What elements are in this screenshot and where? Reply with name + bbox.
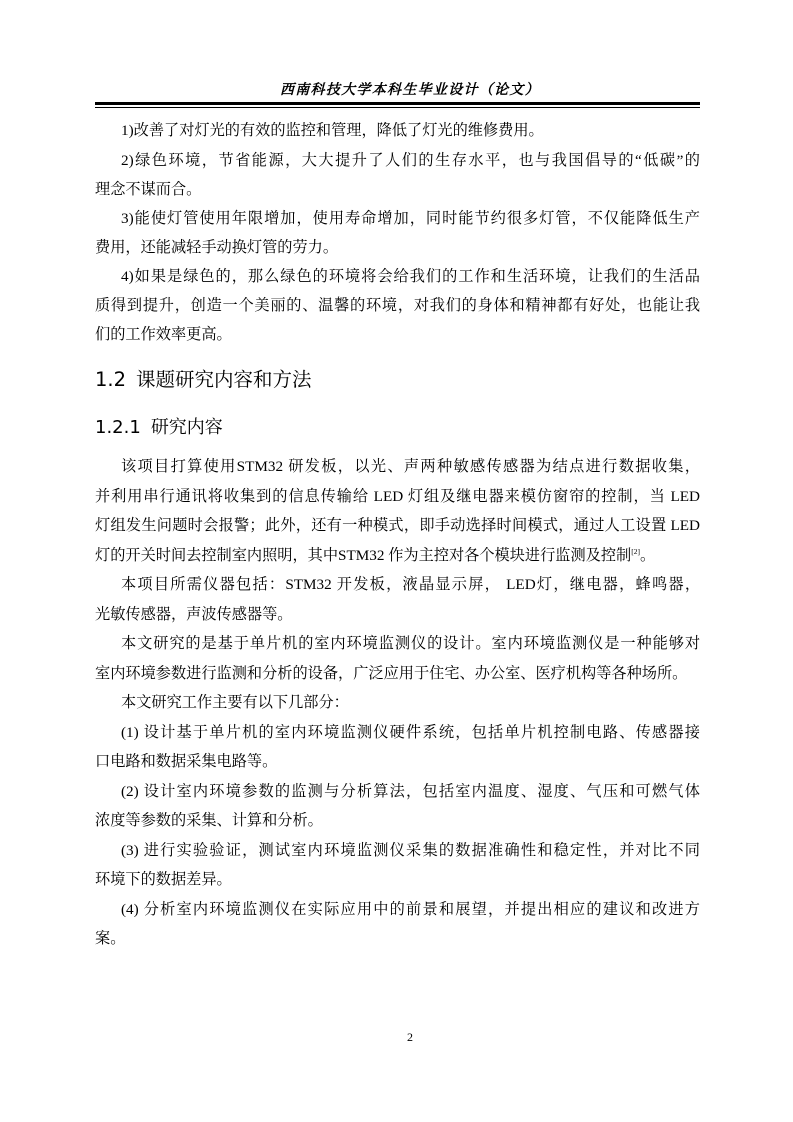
paragraph <box>95 629 700 688</box>
subsection-heading <box>95 413 700 443</box>
paragraph-line: 理念不谋而合。 <box>95 180 202 198</box>
work-item <box>95 777 700 836</box>
section-heading <box>95 365 700 395</box>
header-rule-thick <box>95 102 700 105</box>
paragraph-line: (2) 设计室内环境参数的监测与分析算法，包括室内温度、湿度、气压和可燃气体 <box>121 782 700 800</box>
paragraph-line: 口电路和数据采集电路等。 <box>95 753 278 771</box>
paragraph-line: 3)能使灯管使用年限增加，使用寿命增加，同时能节约很多灯管，不仅能降低生产 <box>121 209 700 227</box>
paragraph-line: (3) 进行实验验证，测试室内环境监测仪采集的数据准确性和稳定性，并对比不同 <box>121 841 700 859</box>
paragraph <box>95 570 700 629</box>
paragraph-line: 费用，还能减轻手动换灯管的劳力。 <box>95 238 338 256</box>
paragraph-line: 案。 <box>95 930 126 948</box>
page-number: 2 <box>407 1030 413 1044</box>
paragraph-line: 灯组发生问题时会报警；此外，还有一种模式，即手动选择时间模式，通过人工设置 LED <box>95 517 700 535</box>
paragraph-line: 们的工作效率更高。 <box>95 326 232 344</box>
paragraph-line: 室内环境参数进行监测和分析的设备，广泛应用于住宅、办公室、医疗机构等各种场所。 <box>95 664 688 682</box>
paragraph <box>95 688 700 718</box>
paragraph-line-end: 。 <box>639 546 656 564</box>
paragraph-line: 质得到提升，创造一个美丽的、温馨的环境，对我们的身体和精神都有好处，也能让我 <box>95 297 700 315</box>
paragraph-line: (1) 设计基于单片机的室内环境监测仪硬件系统，包括单片机控制电路、传感器接 <box>121 723 700 741</box>
benefit-item <box>95 262 700 349</box>
paragraph-line <box>95 541 700 571</box>
paragraph-line: (4) 分析室内环境监测仪在实际应用中的前景和展望，并提出相应的建议和改进方 <box>121 900 700 918</box>
paragraph-line: 本文研究工作主要有以下几部分： <box>121 694 349 712</box>
paragraph-line: 并利用串行通讯将收集到的信息传输给 LED 灯组及继电器来模仿窗帘的控制，当 LED <box>95 487 700 505</box>
research-content <box>95 452 700 954</box>
paragraph-line: 光敏传感器，声波传感器等。 <box>95 605 293 623</box>
work-item <box>95 895 700 954</box>
body-text <box>95 116 700 953</box>
paragraph-line: 环境下的数据差异。 <box>95 871 232 889</box>
section-number: 1.2 <box>95 367 127 391</box>
benefit-list <box>95 116 700 349</box>
running-head-title: 西南科技大学本科生毕业设计（论文） <box>279 82 541 98</box>
benefit-item <box>95 204 700 262</box>
subsection-title: 研究内容 <box>150 416 223 438</box>
paragraph-line: 本项目所需仪器包括：STM32 开发板，液晶显示屏， LED灯，继电器，蜂鸣器， <box>121 576 700 594</box>
paragraph-line: 该项目打算使用STM32 研发板，以光、声两种敏感传感器为结点进行数据收集， <box>121 458 700 476</box>
paragraph <box>95 452 700 570</box>
work-item <box>95 836 700 895</box>
benefit-item <box>95 116 700 145</box>
paragraph-line: 本文研究的是基于单片机的室内环境监测仪的设计。室内环境监测仪是一种能够对 <box>121 635 700 653</box>
section-title: 课题研究内容和方法 <box>136 367 312 391</box>
paragraph-line: 2)绿色环境，节省能源，大大提升了人们的生存水平，也与我国倡导的“低碳”的 <box>121 151 700 169</box>
work-item-list <box>95 718 700 954</box>
benefit-item <box>95 146 700 204</box>
paragraph-line-text: 灯的开关时间去控制室内照明，其中STM32 作为主控对各个模块进行监测及控制 <box>95 546 632 564</box>
paragraph-line: 浓度等参数的采集、计算和分析。 <box>95 812 323 830</box>
subsection-number: 1.2.1 <box>95 416 141 438</box>
header-rule-thin <box>95 107 700 108</box>
citation-marker: [2] <box>631 546 640 556</box>
paragraph-line: 1)改善了对灯光的有效的监控和管理，降低了灯光的维修费用。 <box>121 122 544 140</box>
work-item <box>95 718 700 777</box>
paragraph-line: 4)如果是绿色的，那么绿色的环境将会给我们的工作和生活环境，让我们的生活品 <box>121 268 700 286</box>
